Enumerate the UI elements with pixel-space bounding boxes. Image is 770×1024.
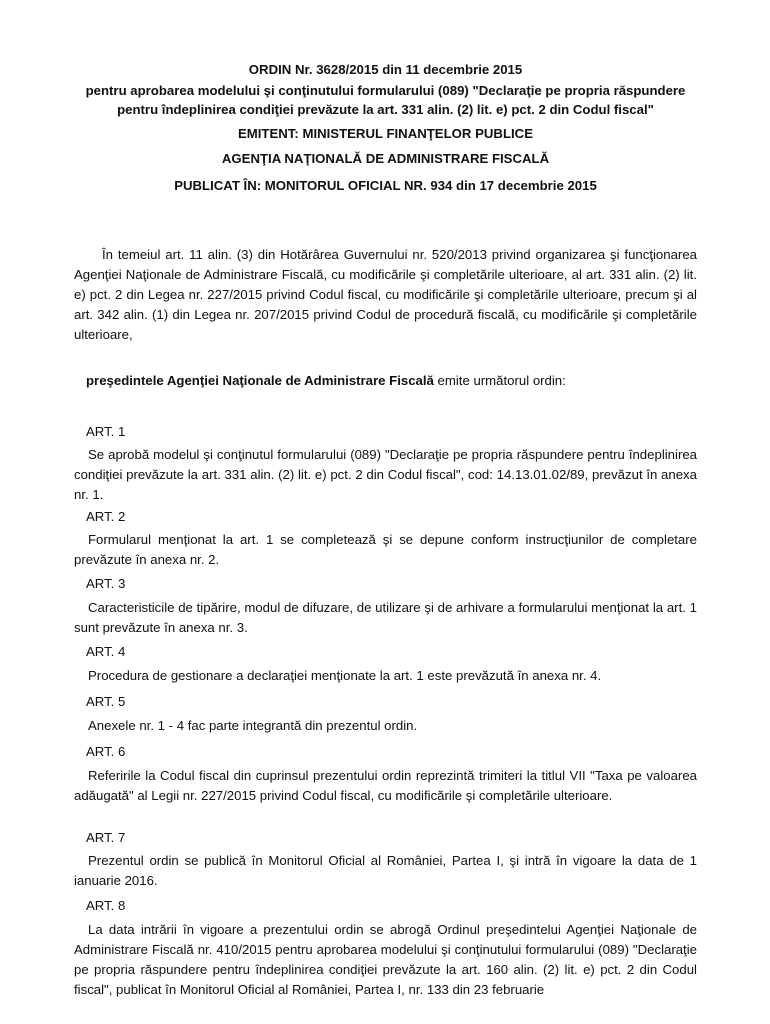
article-label: ART. 3 [86,576,126,591]
article-text: Caracteristicile de tipărire, modul de difuzare, de utilizare şi de arhivare a formularului menţionat la art. 1 sunt prevăzute în anexa nr. 3. [74,600,697,635]
issuer-statement [86,371,697,391]
article-text: Prezentul ordin se publică în Monitorul Oficial al României, Partea I, şi intră în vigoare la data de 1 ianuarie 2016. [74,853,697,888]
article-label: ART. 1 [86,424,126,439]
article-label: ART. 7 [86,830,126,845]
article-label: ART. 2 [86,509,126,524]
article-text: La data intrării în vigoare a prezentului ordin se abrogă Ordinul preşedintelui Agenţiei Naţionale de Administrare Fiscală nr. 410/2015 pentru aprobarea modelului şi conţinutului formularului (089) "Declaraţie pe propria răspundere pentru îndeplinirea condiţiei prevăzute la art. 160 alin. (2) lit. e) pct. 2 din Codul fiscal", publicat în Monitorul Oficial al României, Partea I, nr. 133 din 23 februarie [74,922,697,997]
issuer-heading: EMITENT: MINISTERUL FINANŢELOR PUBLICE [237,126,533,141]
article-text: Formularul menţionat la art. 1 se completează şi se depune conform instrucţiunilor de completare prevăzute în anexa nr. 2. [74,532,697,567]
article-label: ART. 4 [86,644,126,659]
article-text: Anexele nr. 1 - 4 fac parte integrantă din prezentul ordin. [88,718,418,733]
order-title: ORDIN Nr. 3628/2015 din 11 decembrie 2015 [248,62,523,77]
article-label: ART. 5 [86,694,126,709]
article-text: Se aprobă modelul şi conţinutul formularului (089) "Declaraţie pe propria răspundere pentru îndeplinirea condiţiei prevăzute la art. 331 alin. (2) lit. e) pct. 2 din Codul fiscal", cod: 14.13.01.02/89, prevăzut în anexa nr. 1. [74,447,697,502]
order-subtitle: pentru aprobarea modelului şi conţinutului formularului (089) "Declaraţie pe propria răspundere pentru îndeplinirea condiţiei prevăzute la art. 331 alin. (2) lit. e) pct. 2 din Codul fiscal" [85,83,686,117]
agency-heading: AGENŢIA NAŢIONALĂ DE ADMINISTRARE FISCALĂ [221,151,550,166]
article-text: Procedura de gestionare a declaraţiei menţionate la art. 1 este prevăzută în anexa nr. 4. [88,668,602,683]
publication-heading: PUBLICAT ÎN: MONITORUL OFICIAL NR. 934 din 17 decembrie 2015 [174,178,597,193]
article-text: Referirile la Codul fiscal din cuprinsul prezentului ordin reprezintă trimiteri la titlul VII "Taxa pe valoarea adăugată" al Legii nr. 227/2015 privind Codul fiscal, cu modificările şi completările ulterioare. [74,768,697,803]
issuer-statement-rest: emite următorul ordin: [433,373,566,388]
article-label: ART. 6 [86,744,126,759]
article-label: ART. 8 [86,898,126,913]
intro-paragraph: În temeiul art. 11 alin. (3) din Hotărârea Guvernului nr. 520/2013 privind organizarea şi funcţionarea Agenţiei Naţionale de Administrare Fiscală, cu modificările şi completările ulterioare, al art. 331 alin. (2) lit. e) pct. 2 din Legea nr. 227/2015 privind Codul fiscal, cu modificările şi completările ulterioare, precum şi al art. 342 alin. (1) din Legea nr. 207/2015 privind Codul de procedură fiscală, cu modificările şi completările ulterioare, [74,247,697,342]
issuer-statement-bold: preşedintele Agenţiei Naţionale de Administrare Fiscală [86,373,434,388]
